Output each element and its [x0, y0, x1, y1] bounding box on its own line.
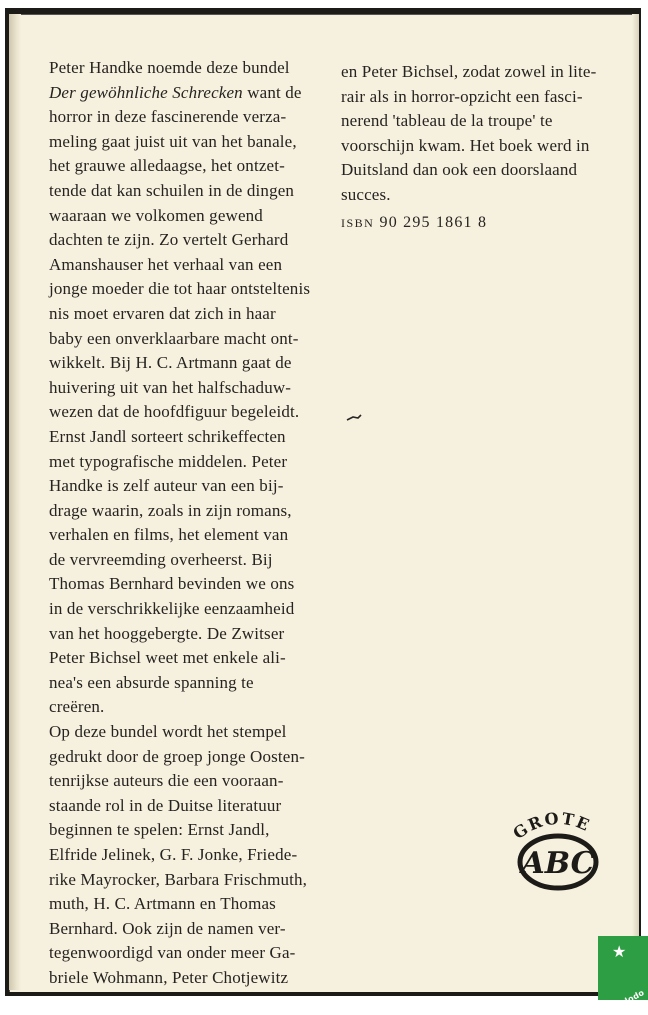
blurb-line: in de verschrikkelijke eenzaamheid [49, 599, 295, 619]
blurb-line: nerend 'tableau de la troupe' te [341, 111, 553, 131]
blurb-line: Op deze bundel wordt het stempel [49, 722, 287, 742]
grote-abc-logo [508, 800, 608, 900]
blurb-right-column [341, 60, 621, 208]
blurb-line: succes. [341, 184, 391, 204]
blurb-line: Elfride Jelinek, G. F. Jonke, Friede- [49, 845, 298, 864]
watermark-sticker [598, 936, 648, 1015]
sticker-label: lastdodo [605, 988, 646, 1015]
isbn-number: 90 295 1861 8 [379, 214, 488, 231]
blurb-line: Peter Bichsel weet met enkele ali- [49, 648, 286, 668]
blurb-line: Peter Handke noemde deze bundel [49, 58, 290, 77]
blurb-line: nea's een absurde spanning te [49, 672, 254, 692]
blurb-line: wikkelt. Bij H. C. Artmann gaat de [49, 353, 292, 373]
blurb-line: tenrijkse auteurs die een vooraan- [49, 771, 284, 791]
blurb-line: baby een onverklaarbare macht ont- [49, 328, 299, 348]
blurb-line: tegenwoordigd van onder meer Ga- [49, 943, 296, 963]
blurb-line: het grauwe alledaagse, het ontzet- [49, 156, 285, 176]
blurb-line: horror in deze fascinerende verza- [49, 107, 287, 127]
book-title-italic: Der gewöhnliche Schrecken [49, 82, 243, 102]
ink-mark [346, 412, 362, 424]
blurb-line: briele Wohmann, Peter Chotjewitz [49, 967, 289, 987]
blurb-line: dachten te zijn. Zo vertelt Gerhard [49, 230, 289, 250]
blurb-line: staande rol in de Duitse literatuur [49, 795, 282, 815]
blurb-line: Amanshauser het verhaal van een [49, 254, 283, 274]
blurb-line: met typografische middelen. Peter [49, 451, 288, 471]
blurb-line: huivering uit van het halfschaduw- [49, 377, 292, 397]
logo-monogram: ABC [521, 846, 595, 881]
logo-top-text: GROTE [509, 808, 594, 843]
blurb-line: beginnen te spelen: Ernst Jandl, [49, 820, 270, 840]
cover-spine-shadow [9, 14, 21, 990]
blurb-line: Handke is zelf auteur van een bij- [49, 476, 284, 496]
blurb-line: de vervreemding overheerst. Bij [49, 549, 273, 569]
blurb-line [49, 81, 334, 106]
blurb-line: Bernhard. Ook zijn de namen ver- [49, 918, 286, 938]
blurb-left-column [49, 56, 334, 991]
blurb-line: rike Mayrocker, Barbara Frischmuth, [49, 869, 308, 889]
blurb-line-rest: want de [242, 82, 302, 102]
blurb-line: van het hooggebergte. De Zwitser [49, 623, 285, 643]
cover-edge-shadow [632, 14, 639, 990]
blurb-line: meling gaat juist uit van het banale, [49, 131, 297, 151]
blurb-line: nis moet ervaren dat zich in haar [49, 303, 276, 323]
blurb-line: voorschijn kwam. Het boek werd in [341, 135, 590, 155]
blurb-line: muth, H. C. Artmann en Thomas [49, 894, 276, 914]
blurb-line: tende dat kan schuilen in de dingen [49, 180, 295, 200]
blurb-line: rair als in horror-opzicht een fasci- [341, 86, 583, 106]
blurb-line: Duitsland dan ook een doorslaand [341, 160, 578, 180]
blurb-line: Thomas Bernhard bevinden we ons [49, 574, 295, 594]
blurb-line: verhalen en films, het element van [49, 525, 289, 545]
blurb-line: en Peter Bichsel, zodat zowel in lite- [341, 62, 597, 81]
star-icon: ★ [612, 942, 627, 961]
blurb-line: creëren. [49, 697, 105, 717]
blurb-line: waaraan we volkomen gewend [49, 205, 263, 225]
isbn-label: ISBN [341, 216, 375, 230]
blurb-line: Ernst Jandl sorteert schrikeffecten [49, 426, 286, 446]
blurb-line: drage waarin, zoals in zijn romans, [49, 500, 292, 520]
isbn-line [341, 214, 487, 232]
blurb-line: jonge moeder die tot haar ontsteltenis [49, 279, 311, 299]
blurb-line: wezen dat de hoofdfiguur begeleidt. [49, 402, 300, 422]
blurb-line: gedrukt door de groep jonge Oosten- [49, 746, 305, 766]
